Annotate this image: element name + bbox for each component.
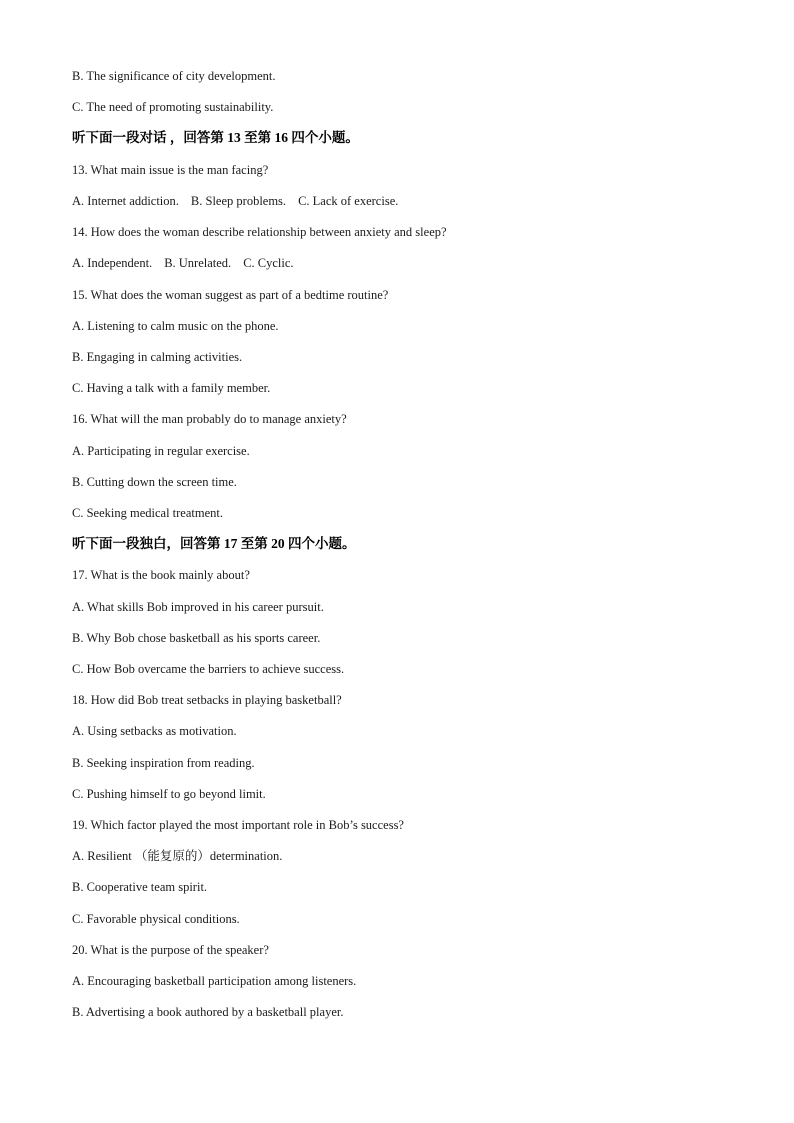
- question-line: 13. What main issue is the man facing?: [72, 163, 269, 177]
- option-line: B. Cutting down the screen time.: [72, 475, 237, 489]
- option-line: B. The significance of city development.: [72, 69, 276, 83]
- option-line: A. Using setbacks as motivation.: [72, 724, 237, 738]
- question-line: 17. What is the book mainly about?: [72, 568, 250, 582]
- question-line: 16. What will the man probably do to manage anxiety?: [72, 412, 347, 426]
- option-line: B. Cooperative team spirit.: [72, 880, 208, 894]
- options-row: [72, 191, 752, 211]
- option-line: A. Encouraging basketball participation among listeners.: [72, 974, 357, 988]
- option-line: C. Having a talk with a family member.: [72, 381, 271, 395]
- option-line: C. Favorable physical conditions.: [72, 912, 240, 926]
- question-line: 14. How does the woman describe relationship between anxiety and sleep?: [72, 225, 447, 239]
- option-line: A. Participating in regular exercise.: [72, 444, 250, 458]
- option-line: C. How Bob overcame the barriers to achieve success.: [72, 662, 345, 676]
- question-line: 19. Which factor played the most important role in Bob’s success?: [72, 818, 404, 832]
- question-line: 15. What does the woman suggest as part of a bedtime routine?: [72, 288, 389, 302]
- option-b: B. Unrelated.: [164, 256, 232, 270]
- question-line: 20. What is the purpose of the speaker?: [72, 943, 269, 957]
- option-c: C. Cyclic.: [243, 256, 294, 270]
- option-line: A. Listening to calm music on the phone.: [72, 319, 279, 333]
- option-a: A. Independent.: [72, 256, 153, 270]
- option-line: B. Engaging in calming activities.: [72, 350, 243, 364]
- option-line: A. Resilient （能复原的）determination.: [72, 849, 283, 863]
- option-line: B. Advertising a book authored by a basketball player.: [72, 1005, 344, 1019]
- option-a: A. Internet addiction.: [72, 194, 179, 208]
- option-c: C. Lack of exercise.: [298, 194, 399, 208]
- section-heading: 听下面一段独白，回答第 17 至第 20 四个小题。: [72, 536, 356, 551]
- option-line: C. Seeking medical treatment.: [72, 506, 223, 520]
- question-line: 18. How did Bob treat setbacks in playing basketball?: [72, 693, 342, 707]
- option-line: B. Seeking inspiration from reading.: [72, 756, 255, 770]
- option-line: C. Pushing himself to go beyond limit.: [72, 787, 266, 801]
- options-row: [72, 253, 752, 273]
- option-line: B. Why Bob chose basketball as his sports career.: [72, 631, 321, 645]
- option-line: C. The need of promoting sustainability.: [72, 100, 274, 114]
- section-heading: 听下面一段对话 ，回答第 13 至第 16 四个小题。: [72, 130, 359, 145]
- option-b: B. Sleep problems.: [190, 194, 287, 208]
- option-line: A. What skills Bob improved in his career pursuit.: [72, 600, 324, 614]
